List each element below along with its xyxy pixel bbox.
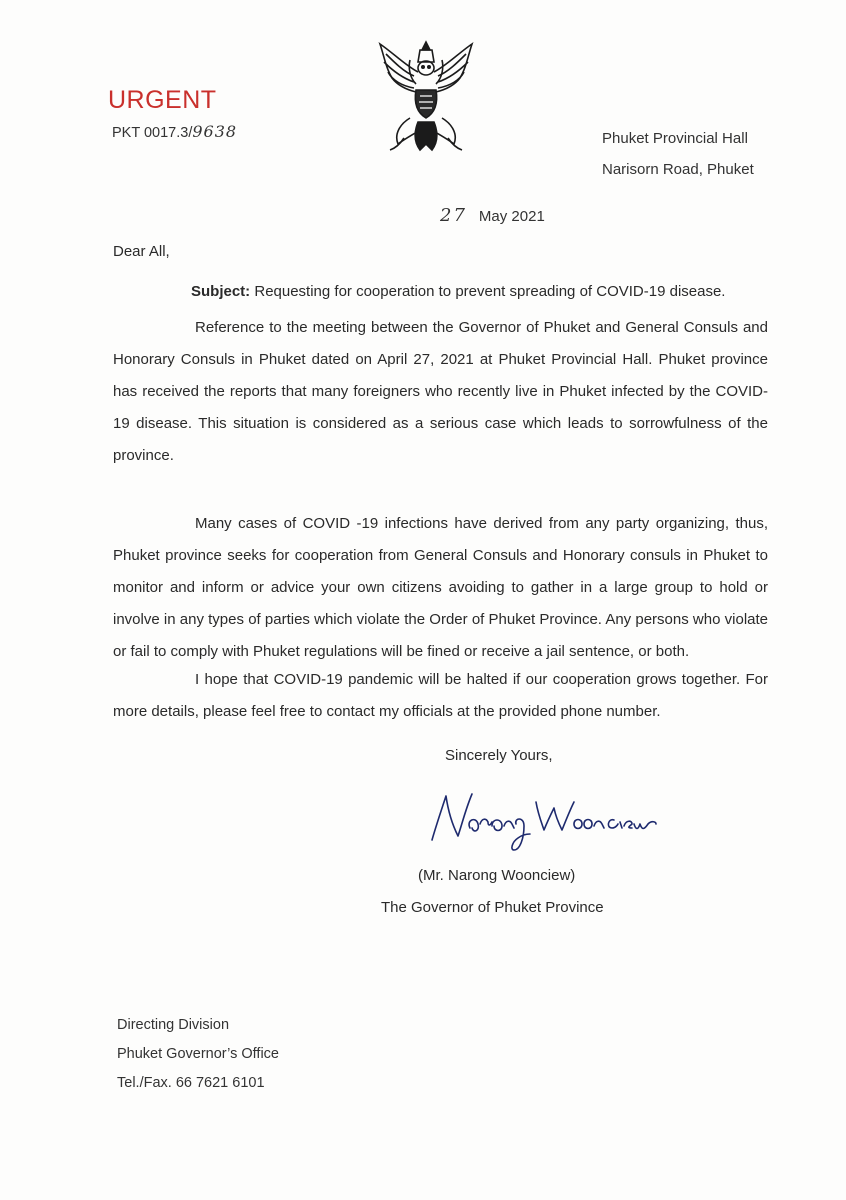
footer-division: Directing Division xyxy=(117,1017,230,1033)
subject-text: Requesting for cooperation to prevent spreading of COVID-19 disease. xyxy=(254,283,726,300)
subject-line xyxy=(191,283,725,300)
urgent-label: URGENT xyxy=(108,86,217,114)
signature-icon xyxy=(418,780,658,860)
body-paragraph-2: Many cases of COVID -19 infections have derived from any party organizing, thus, Phuket province seeks for cooperation from General Consuls and Honorary consuls in Phuket to monitor and inform or advice your own citizens avoiding to gather in a large group to hold or involve in any types of parties which violate the Order of Phuket Province. Any persons who violate or fail to comply with Phuket regulations will be fined or receive a jail sentence, or both. xyxy=(113,515,768,660)
body-paragraph-3: I hope that COVID-19 pandemic will be halted if our cooperation grows together. For more details, please feel free to contact my officials at the provided phone number. xyxy=(113,671,768,720)
date-day-handwritten: 27 xyxy=(440,205,467,226)
footer-office: Phuket Governor’s Office xyxy=(117,1046,279,1062)
sender-address-line1: Phuket Provincial Hall xyxy=(602,130,748,147)
reference-handwritten-number: 9638 xyxy=(192,122,238,141)
salutation: Dear All, xyxy=(113,243,170,260)
letter-date xyxy=(440,205,545,226)
sender-address-line2: Narisorn Road, Phuket xyxy=(602,161,754,178)
body-paragraph-1: Reference to the meeting between the Governor of Phuket and General Consuls and Honorary Consuls in Phuket dated on April 27, 2021 at Phuket Provincial Hall. Phuket province has received the reports that many foreigners who recently live in Phuket infected by the COVID-19 disease. This situation is considered as a serious case which leads to sorrowfulness of the province. xyxy=(113,319,768,464)
reference-prefix: PKT 0017.3/ xyxy=(112,125,193,141)
signer-name: (Mr. Narong Woonciew) xyxy=(418,867,576,884)
reference-number xyxy=(112,122,237,141)
signer-title: The Governor of Phuket Province xyxy=(381,899,604,916)
subject-label: Subject: xyxy=(191,283,251,300)
closing: Sincerely Yours, xyxy=(445,747,553,764)
date-month-year: May 2021 xyxy=(478,208,545,225)
garuda-emblem-icon xyxy=(370,38,482,156)
footer-phone: Tel./Fax. 66 7621 6101 xyxy=(117,1075,265,1091)
